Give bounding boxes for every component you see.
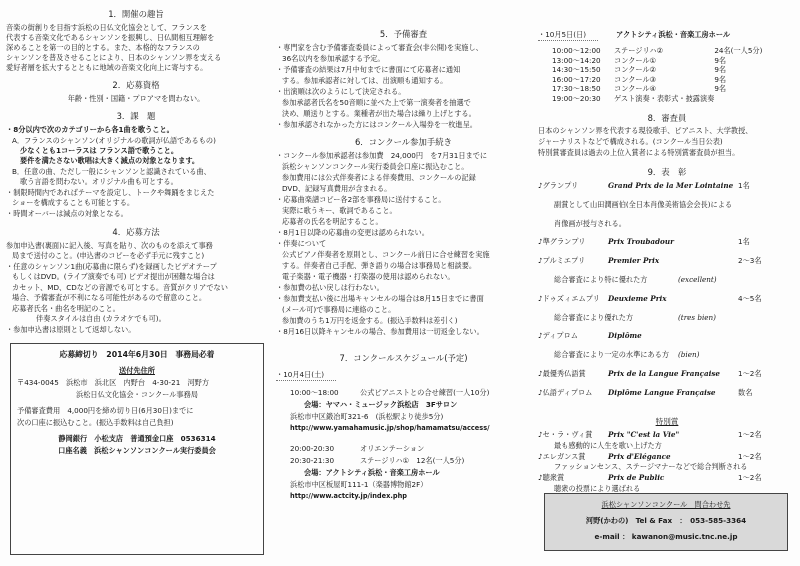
section-2-title: 2．応募資格 (112, 80, 160, 90)
schedule-time: 13:00～14:20 (552, 55, 601, 65)
s1-line: 愛好者層を拡大するとともに地域の音楽文化向上に寄与する。 (6, 63, 208, 72)
s3-line: ・制限時間内であればテーマを設定し、トークや舞踊をまじえた (6, 188, 215, 197)
award-grade: (excellent) (678, 275, 717, 284)
award-description: 聴衆の投票により選ばれる (554, 484, 641, 493)
s3-line: 少なくとも1コーラスは フランス語で歌うこと。 (20, 146, 179, 155)
fee-line: 次の口座に振込むこと。(振込手数料は自己負担) (17, 418, 174, 427)
award-description: 総合審査により一定の水準にある方 (554, 350, 670, 360)
schedule-time: 20:30-21:30 (290, 456, 335, 465)
s6-line: する。伴奏者自己手配、弾き語りの場合は事務局と相談要。 (282, 261, 477, 270)
s6-line: DVD、記録写真費用が含まれる。 (282, 184, 392, 193)
award-description: 副賞として山田潤画伯(全日本肖像美術協会会長)による (554, 199, 733, 209)
section-5-title: 5．予備審査 (379, 29, 428, 39)
schedule-day-2: ・10月5日(日) (538, 30, 587, 39)
award-name: ♪グランプリ (538, 181, 579, 190)
s3-line: B．任意の曲、ただし一般にシャンソンと認識されている曲、 (12, 167, 211, 176)
award-grade: (tres bien) (678, 312, 716, 322)
award-french-name: Prix "C'est la Vie" (608, 430, 680, 439)
award-count: 1～2名 (738, 473, 762, 483)
venue: 会場：ヤマハ・ミュージック浜松店 3Fサロン (304, 400, 458, 409)
schedule-event: オリエンテーション (360, 444, 425, 453)
section-7-title: 7．コンクールスケジュール(予定) (339, 353, 468, 363)
award-name: ♪準グランプリ (538, 237, 586, 247)
s4-line: ・参加申込書は原則として返却しない。 (6, 325, 136, 334)
s3-line: 要件を満たさない歌唱は大きく減点の対象となります。 (20, 156, 200, 165)
s6-line: ・参加費の払い戻しは行わない。 (276, 283, 384, 292)
schedule-note (714, 94, 762, 104)
award-french-name: Diplôme Langue Française (608, 387, 716, 397)
award-description: 最も感動的に人生を歌い上げた方 (554, 440, 662, 450)
section-1-title: 1．開催の趣旨 (108, 9, 164, 19)
s4-line: 場合、予備審査が不利になる可能性があるので留意のこと。 (12, 293, 207, 302)
schedule-row (552, 46, 762, 56)
schedule-table (552, 46, 762, 104)
s5-line: 参加承認者氏名を50音順に並べた上で第一演奏者を抽選で (282, 98, 471, 107)
award-french-name: Deuxieme Prix (608, 293, 667, 303)
s6-line: 参加費用には公式伴奏者による伴奏費用、コンクールの記録 (282, 173, 476, 182)
award-name: ♪セ・ラ・ヴィ賞 (538, 430, 593, 439)
s8-line: 日本のシャンソン界を代表する現役歌手、ピアニスト、大学教授、 (538, 126, 753, 135)
venue-address: 浜松市中区板屋町111-1（楽器博物館2F） (290, 480, 428, 489)
s6-line: 公式ピアノ伴奏者を原則とし、コンクール前日に合せ練習を実施 (282, 250, 490, 259)
schedule-time: 19:00～20:30 (552, 93, 601, 103)
s1-line: 音楽の街創りを目指す浜松の日仏文化協会として、フランスを (6, 23, 207, 32)
award-french-name: Prix de Public (608, 473, 665, 483)
schedule-event: ステージリハ① 12名(一人5分) (360, 456, 465, 465)
award-french-name: Premier Prix (608, 256, 660, 266)
schedule-event: コンクール④ (614, 84, 657, 94)
award-count: 1～2名 (738, 430, 762, 439)
award-description: ファッションセンス、ステージマナーなどで総合判断される (554, 462, 748, 472)
s6-line: 参加費のうち1万円を返金する。(振込手数料は差引く) (282, 316, 458, 325)
divider (538, 40, 598, 41)
s4-line: ・任意のシャンソン1曲(応募曲に限らず)を録画したビデオテープ (6, 262, 217, 271)
award-french-name: Grand Prix de la Mer Lointaine (608, 181, 734, 190)
s5-line: 36名以内を参加承認する予定。 (282, 54, 385, 63)
award-count: 1～2名 (738, 451, 762, 461)
award-description: 総合審査により特に優れた方 (554, 275, 648, 284)
schedule-time: 14:30～15:50 (552, 65, 601, 75)
venue-address: 浜松市中区鍛冶町321-6 (浜松駅より徒歩5分) (290, 412, 444, 421)
s5-line: ・参加承認されなかった方にはコンクール入場券を一枚進呈。 (276, 120, 477, 129)
s6-line: ・参加費支払い後に出場キャンセルの場合は8月15日までに書面 (276, 294, 484, 303)
award-name: ♪ディプロム (538, 331, 578, 341)
award-name: ♪プルミエプリ (538, 256, 586, 266)
bank-account: 静岡銀行 小松支店 普通預金口座 0536314 (58, 434, 216, 443)
s4-line: カセット、MD、CDなどの音源でも可とする。音質がクリアでない (12, 283, 228, 292)
schedule-event: ゲスト演奏・表彰式・披露演奏 (614, 93, 715, 103)
s6-line: 実際に歌うキー、歌詞であること。 (282, 206, 397, 215)
s6-line: ・8月16日以降キャンセルの場合、参加費用は一切返金しない。 (276, 327, 484, 336)
venue: アクトシティ浜松・音楽工房ホール (616, 30, 731, 39)
address-title: 送付先住所 (119, 366, 155, 375)
schedule-event: コンクール① (614, 55, 657, 65)
schedule-time: 17:30～18:50 (552, 84, 601, 94)
schedule-event: 公式ピアニストとの合せ練習(一人10分) (360, 388, 490, 397)
s3-line: 歌う言語を問わない。オリジナル曲も可とする。 (20, 177, 178, 186)
schedule-note: 24名(一人5分) (714, 46, 763, 55)
schedule-time: 10:00～18:00 (290, 388, 339, 397)
award-french-name: Prix Troubadour (608, 237, 674, 247)
address-line: 浜松日仏文化協会・コンクール事務局 (76, 390, 198, 399)
s3-line: ・8分以内で次のカテゴリーから各1曲を歌うこと。 (6, 125, 174, 134)
schedule-day-1: ・10月4日(土) (276, 370, 325, 379)
s3-line: ・時間オーバーは減点の対象となる。 (6, 209, 128, 218)
award-count: 数名 (738, 387, 753, 397)
schedule-event: コンクール③ (614, 74, 657, 84)
s3-line: A．フランスのシャンソン(オリジナルの歌詞が仏語であるもの) (12, 136, 216, 145)
schedule-row (552, 75, 762, 85)
schedule-time: 20:00-20:30 (290, 444, 335, 453)
s5-line: ・出演順は次のようにして決定される。 (276, 87, 406, 96)
contact-email[interactable]: e-mail ： kawanon@music.tnc.ne.jp (594, 532, 738, 541)
award-count: 4～5名 (738, 293, 762, 303)
schedule-event: ステージリハ② (614, 46, 664, 55)
s1-line: 代表する音楽文化であるシャンソンを振興し、日仏間相互理解を (6, 33, 215, 42)
award-count: 1名 (738, 181, 750, 190)
schedule-row (552, 94, 762, 104)
s6-line: 応募者の氏名を明記すること。 (282, 217, 383, 226)
section-4-title: 4．応募方法 (112, 227, 160, 237)
contact-box (544, 493, 788, 551)
schedule-note: 9名 (714, 65, 727, 75)
s5-line: ・予備審査の結果は7月中旬までに書面にて応募者に通知 (276, 65, 461, 74)
schedule-row (552, 65, 762, 75)
venue: 会場：アクトシティ浜松・音楽工房ホール (304, 468, 440, 477)
award-description: 総合審査により優れた方 (554, 312, 634, 322)
s6-line: ・8月1日以降の応募曲の変更は認められない。 (276, 228, 429, 237)
schedule-time: 16:00～17:20 (552, 74, 601, 84)
award-name: ♪ドゥズィエムプリ (538, 293, 600, 303)
s4-line: 参加申込書(裏面)に記入後、写真を貼り、次のものを添えて事務 (6, 241, 213, 250)
award-name: ♪聴衆賞 (538, 473, 565, 483)
s3-line: ショーを構成することも可能とする。 (12, 198, 135, 207)
venue-url[interactable]: http://www.actcity.jp/index.php (290, 492, 407, 500)
s6-line: (メール可)で事務局に連絡のこと。 (282, 305, 396, 314)
section-6-title: 6．コンクール参加手続き (354, 137, 453, 147)
award-count: 1名 (738, 237, 750, 247)
schedule-event: コンクール② (614, 65, 657, 75)
award-french-name: Prix de la Langue Française (608, 369, 720, 378)
section-8-title: 8．審査員 (647, 113, 687, 123)
award-grade: (bien) (678, 350, 700, 360)
award-count: 2～3名 (738, 256, 762, 266)
account-holder: 口座名義 浜松シャンソンコンクール実行委員会 (58, 446, 216, 455)
s6-line: 浜松シャンソンコンクール実行委員会口座に振込むこと。 (282, 162, 469, 171)
award-name: ♪最優秀仏語賞 (538, 369, 586, 378)
deadline-box (10, 343, 264, 555)
section-9-title: 9．表 彰 (647, 167, 687, 177)
fee-line: 予備審査費用 4,000円を締め切り日(6月30日)までに (17, 406, 194, 415)
s4-line: 伴奏スタイルは自由 (カラオケでも可)。 (36, 314, 166, 323)
award-description: 肖像画が授与される。 (554, 218, 626, 228)
venue-url[interactable]: http://www.yamahamusic.jp/shop/hamamatsu/access/ (290, 424, 490, 432)
schedule-row (552, 56, 762, 66)
special-award-title: 特別賞 (655, 417, 679, 426)
address-line: 〒434-0045 浜松市 浜北区 内野台 4-30-21 河野方 (17, 378, 210, 387)
s6-line: 電子楽器・電子機器・打楽器の使用は認められない。 (282, 272, 455, 281)
award-french-name: Diplôme (608, 331, 642, 341)
award-count: 1～2名 (738, 369, 762, 378)
schedule-row (552, 84, 762, 94)
s6-line: ・伴奏について (276, 239, 327, 248)
s6-line: ・コンクール参加承認者は参加費 24,000円 を7月31日までに (276, 151, 488, 160)
schedule-note: 9名 (714, 55, 727, 65)
deadline-text: 応募締切り 2014年6月30日 事務局必着 (59, 350, 215, 359)
s2-line: 年齢・性別・国籍・プロアマを問わない。 (67, 94, 205, 103)
s8-line: ジャーナリストなどで構成される。(コンクール当日公表) (538, 137, 723, 146)
schedule-note: 9名 (714, 74, 727, 84)
schedule-time: 10:00～12:00 (552, 46, 601, 55)
s5-line: ・専門家を含む予備審査委員によって審査会(非公開)を実施し、 (276, 43, 483, 52)
schedule-note: 9名 (714, 84, 727, 94)
s8-line: 特別賞審査員は過去の上位入賞者による特別賞審査員が担当。 (538, 148, 740, 157)
s4-line: 局まで送付のこと。(申込書のコピーを必ず手元に残すこと) (12, 251, 205, 260)
award-french-name: Prix d'Elégance (608, 451, 671, 461)
contact-title: 浜松シャンソンコンクール 問合わせ先 (601, 500, 731, 509)
s5-line: 決め、順送りとする。業種者が出た場合は繰り上げとする。 (282, 109, 476, 118)
divider (276, 380, 336, 381)
award-name: ♪エレガンス賞 (538, 451, 586, 461)
s6-line: ・応募曲楽譜コピー各2部を事務局に送付すること。 (276, 195, 446, 204)
section-3-title: 3．課 題 (116, 111, 156, 121)
s5-line: する。参加承認者に対しては、出演順も通知する。 (282, 76, 448, 85)
s4-line: もしくはDVD。(ライブ演奏でも可) ビデオ提出が困難な場合は (12, 272, 215, 281)
s1-line: シャンソンを普及させることにより、日本のシャンソン界を支える (6, 53, 222, 62)
s4-line: 応募者氏名・曲名を明記のこと。 (12, 304, 120, 313)
award-name: ♪仏語ディプロム (538, 387, 593, 397)
contact-phone: 河野(かわの) Tel & Fax ： 053-585-3364 (585, 516, 747, 525)
s1-line: 深めることを第一の目的とする。また、本格的なフランスの (6, 43, 200, 52)
